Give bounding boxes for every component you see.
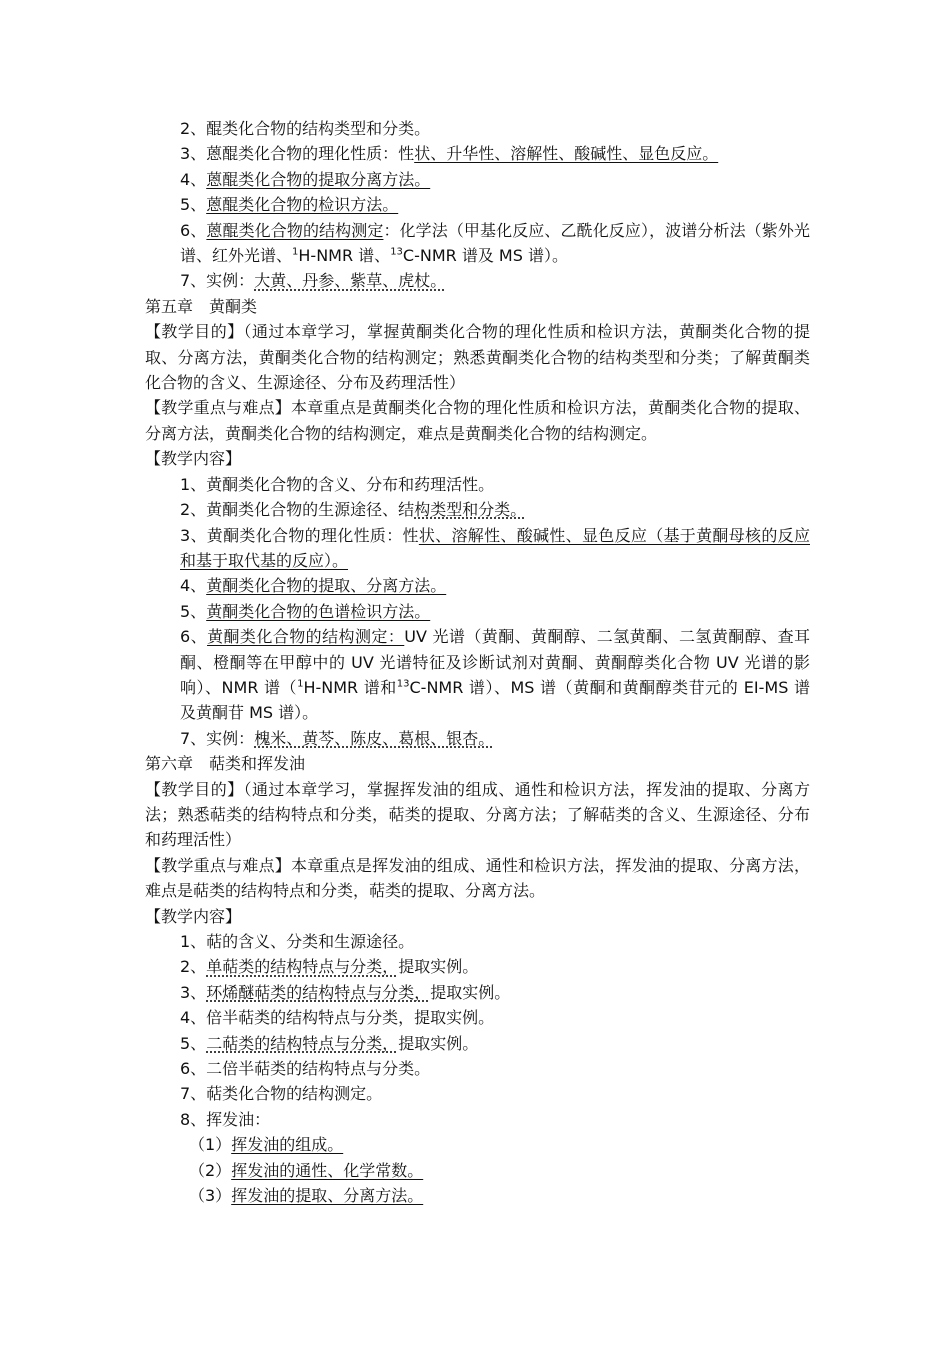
ch5-item-2 (145, 497, 810, 522)
heading: 第六章 萜类和挥发油 (145, 754, 306, 774)
label: 【教学目的】 (145, 779, 244, 799)
text: （1） (189, 1135, 232, 1155)
ch6-subitem-3 (145, 1183, 810, 1208)
ch5-item-1 (145, 472, 810, 497)
text: H-NMR 谱和 (303, 677, 397, 697)
ch6-item-1 (145, 929, 810, 954)
text: 4、倍半萜类的结构特点与分类，提取实例。 (180, 1008, 495, 1028)
ch5-item-5 (145, 599, 810, 624)
ch6-item-7 (145, 1081, 810, 1106)
text: 7、萜类化合物的结构测定。 (180, 1084, 383, 1104)
text: （2） (189, 1160, 232, 1180)
text: 3、 (180, 982, 207, 1002)
text: 2、黄酮类化合物的生源途径、结 (180, 500, 415, 520)
ch6-content-label (145, 904, 810, 929)
ch5-content-label (145, 446, 810, 471)
underlined-text: 状、溶解性、酸碱性、显色反应（基于黄酮母核的反应和基于取代基的反应）。 (180, 525, 810, 570)
superscript: 1 (292, 246, 299, 258)
label: 【教学内容】 (145, 906, 242, 926)
text: 4、 (180, 169, 207, 189)
superscript: 13 (390, 246, 403, 258)
label: 【教学重点与难点】 (145, 398, 292, 418)
ch5-item-7 (145, 726, 810, 751)
text: 5、 (180, 1033, 207, 1053)
superscript: 1 (297, 678, 304, 690)
underlined-text: 槐米、黄芩、陈皮、葛根、银杏。 (254, 728, 495, 748)
text: 提取实例。 (430, 982, 511, 1002)
superscript: 13 (396, 678, 410, 690)
underlined-text: 黄酮类化合物的结构测定： (207, 627, 405, 647)
ch5-goal (145, 319, 810, 395)
label: 【教学重点与难点】 (145, 855, 292, 875)
text: 3、蒽醌类化合物的理化性质：性 (180, 144, 415, 164)
ch6-subitem-1 (145, 1132, 810, 1157)
text: （3） (189, 1186, 232, 1206)
ch4-item-2 (145, 116, 810, 141)
text: 提取实例。 (398, 1033, 479, 1053)
underlined-text: 蒽醌类化合物的结构测定 (206, 220, 384, 240)
text: 2、 (180, 957, 207, 977)
text: （通过本章学习，掌握黄酮类化合物的理化性质和检识方法，黄酮类化合物的提取、分离方法，黄酮类化合物的结构测定；熟悉黄酮类化合物的结构类型和分类；了解黄酮类化合物的含义、生源途径、分布及药理活性） (145, 322, 810, 393)
heading: 第五章 黄酮类 (145, 296, 258, 316)
label: 【教学目的】 (145, 322, 244, 342)
ch5-key-points (145, 395, 810, 446)
text: 7、实例： (180, 271, 255, 291)
text: 6、二倍半萜类的结构特点与分类。 (180, 1059, 431, 1079)
text: 6、 (180, 627, 208, 647)
text: 本章重点是挥发油的组成、通性和检识方法，挥发油的提取、分离方法，难点是萜类的结构特点和分类，萜类的提取、分离方法。 (145, 855, 810, 901)
text: 6、 (180, 220, 207, 240)
chapter-6-title (145, 751, 810, 776)
ch4-item-6 (145, 218, 810, 269)
text: 8、挥发油： (180, 1109, 271, 1129)
text: H-NMR 谱、 (298, 246, 391, 266)
ch6-item-3 (145, 980, 810, 1005)
ch5-item-6 (145, 624, 810, 726)
text: 3、黄酮类化合物的理化性质：性 (180, 525, 419, 545)
ch6-subitem-2 (145, 1158, 810, 1183)
ch4-item-5 (145, 192, 810, 217)
underlined-text: 大黄、丹参、紫草、虎杖。 (254, 271, 447, 291)
underlined-text: 挥发油的组成。 (231, 1135, 344, 1155)
text: 1、黄酮类化合物的含义、分布和药理活性。 (180, 474, 495, 494)
text: 1、萜的含义、分类和生源途径。 (180, 932, 415, 951)
underlined-text: 黄酮类化合物的提取、分离方法。 (206, 576, 447, 596)
text: UV 光谱（黄酮、黄酮醇、二氢黄酮、二氢黄酮醇、查耳酮、橙酮等在甲醇中的 UV 光谱特征及诊断试剂对黄酮、黄酮醇类化合物 UV 光谱的影响）、NMR 谱（ (180, 627, 810, 697)
ch4-item-4 (145, 167, 810, 192)
text: C-NMR 谱）、MS 谱（黄酮和黄酮醇类苷元的 EI-MS 谱及黄酮苷 MS 谱）。 (180, 677, 810, 723)
text: 4、 (180, 576, 207, 596)
text: 提取实例。 (398, 957, 479, 977)
ch5-item-3 (145, 523, 810, 574)
label: 【教学内容】 (145, 449, 242, 469)
text: 5、 (180, 601, 207, 621)
text: 5、 (180, 195, 207, 215)
text: ，波谱分析法（紫外光谱、红外光谱、 (180, 220, 810, 266)
underlined-text: 状、升华性、溶解性、酸碱性、显色反应。 (414, 144, 719, 164)
underlined-text: 蒽醌类化合物的提取分离方法。 (206, 169, 431, 189)
ch6-key-points (145, 853, 810, 904)
ch6-item-5 (145, 1031, 810, 1056)
ch6-item-8 (145, 1107, 810, 1132)
document-body (145, 116, 810, 1208)
ch5-item-4 (145, 573, 810, 598)
chapter-5-title (145, 294, 810, 319)
ch4-item-7 (145, 268, 810, 293)
text: （通过本章学习，掌握挥发油的组成、通性和检识方法，挥发油的提取、分离方法；熟悉萜类的结构特点和分类，萜类的提取、分离方法；了解萜类的含义、生源途径、分布和药理活性） (145, 779, 810, 850)
text: C-NMR 谱及 MS 谱）。 (402, 246, 568, 266)
text: 本章重点是黄酮类化合物的理化性质和检识方法，黄酮类化合物的提取、分离方法，黄酮类化合物的结构测定，难点是黄酮类化合物的结构测定。 (145, 398, 810, 443)
ch6-item-4 (145, 1005, 810, 1030)
underlined-text: 构类型和分类。 (414, 500, 527, 520)
underlined-text: 挥发油的通性、化学常数。 (231, 1160, 424, 1180)
underlined-text: 挥发油的提取、分离方法。 (231, 1186, 424, 1206)
underlined-text: 环烯醚萜类的结构特点与分类， (206, 982, 431, 1002)
ch6-item-6 (145, 1056, 810, 1081)
underlined-text: 二萜类的结构特点与分类， (206, 1033, 399, 1053)
text: 7、实例： (180, 728, 255, 748)
underlined-text: 黄酮类化合物的色谱检识方法。 (206, 601, 431, 621)
ch6-item-2 (145, 954, 810, 979)
ch6-goal (145, 777, 810, 853)
underlined-text: 蒽醌类化合物的检识方法。 (206, 195, 399, 215)
ch4-item-3 (145, 141, 810, 166)
text: ：化学法（甲基化反应、乙酰化反应） (383, 220, 650, 240)
underlined-text: 单萜类的结构特点与分类， (206, 957, 399, 977)
text: 2、醌类化合物的结构类型和分类。 (180, 119, 431, 138)
